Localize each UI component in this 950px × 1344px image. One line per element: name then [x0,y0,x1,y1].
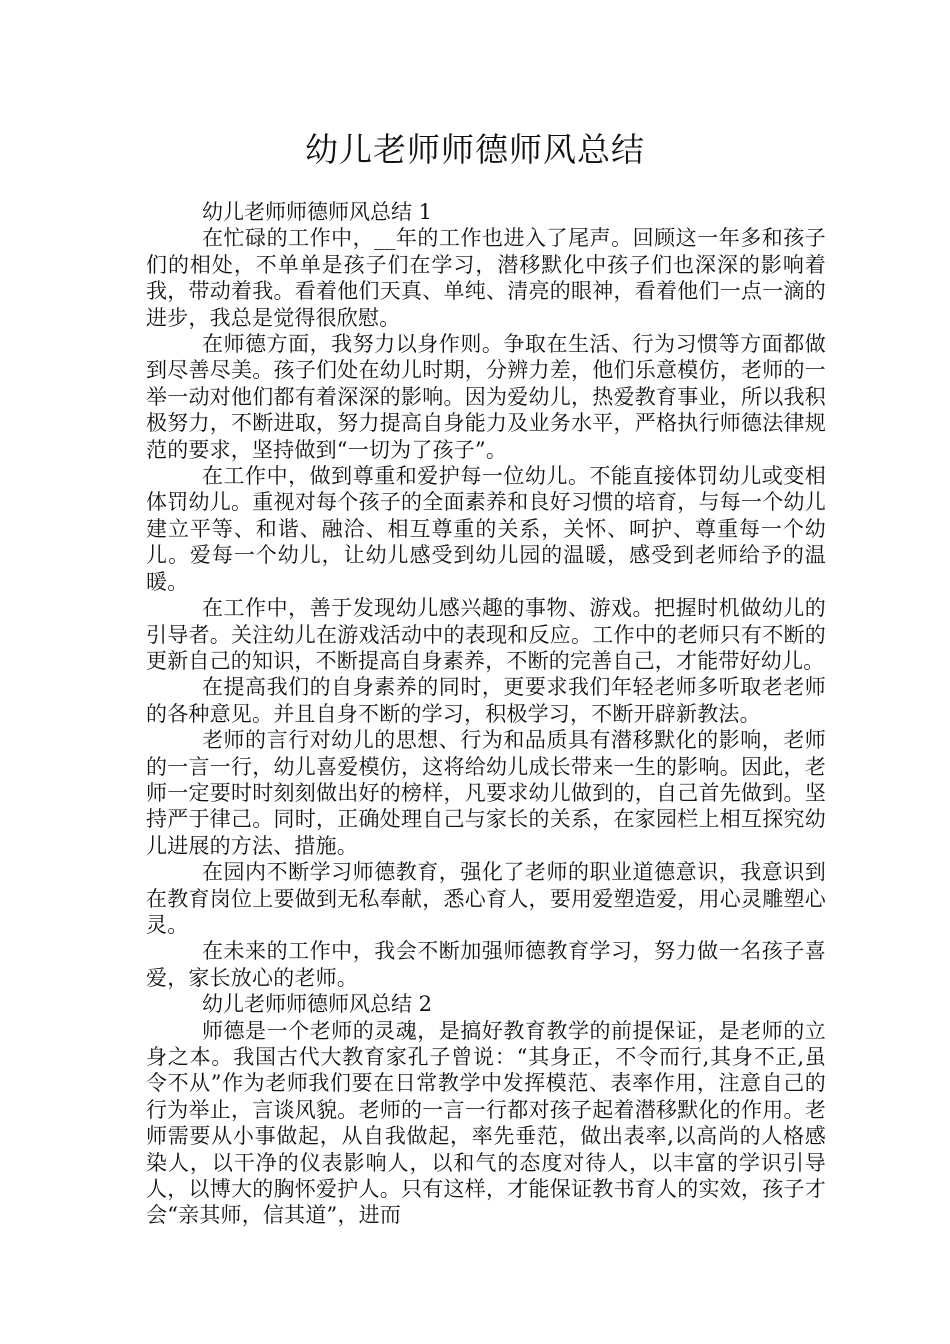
section-heading-1: 幼儿老师师德师风总结 1 [202,200,433,224]
document-body [146,199,826,1229]
paragraph: 在工作中，善于发现幼儿感兴趣的事物、游戏。把握时机做幼儿的引导者。关注幼儿在游戏活动中的表现和反应。工作中的老师只有不断的更新自己的知识，不断提高自身素养，不断的完善自己，才能带好幼儿。 [146,596,826,673]
paragraph: 师德是一个老师的灵魂，是搞好教育教学的前提保证，是老师的立身之本。我国古代大教育家孔子曾说：“其身正，不令而行,其身不正,虽令不从”作为老师我们要在日常教学中发挥模范、表率作用，注意自己的行为举止，言谈风貌。老师的一言一行都对孩子起着潜移默化的作用。老师需要从小事做起，从自我做起，率先垂范，做出表率,以高尚的人格感染人，以干净的仪表影响人，以和气的态度对待人，以丰富的学识引导人，以博大的胸怀爱护人。只有这样，才能保证教书育人的实效，孩子才会“亲其师，信其道”，进而 [146,1018,826,1228]
paragraph: 在未来的工作中，我会不断加强师德教育学习，努力做一名孩子喜爱，家长放心的老师。 [146,939,826,990]
paragraph: 在工作中，做到尊重和爱护每一位幼儿。不能直接体罚幼儿或变相体罚幼儿。重视对每个孩子的全面素养和良好习惯的培育，与每一个幼儿建立平等、和谐、融洽、相互尊重的关系，关怀、呵护、尊重每一个幼儿。爱每一个幼儿，让幼儿感受到幼儿园的温暖，感受到老师给予的温暖。 [146,464,826,594]
paragraph: 老师的言行对幼儿的思想、行为和品质具有潜移默化的影响，老师的一言一行，幼儿喜爱模仿，这将给幼儿成长带来一生的影响。因此，老师一定要时时刻刻做出好的榜样，凡要求幼儿做到的，自己首先做到。坚持严于律己。同时，正确处理自己与家长的关系，在家园栏上相互探究幼儿进展的方法、措施。 [146,728,826,858]
paragraph: 在提高我们的自身素养的同时，更要求我们年轻老师多听取老老师的各种意见。并且自身不断的学习，积极学习，不断开辟新教法。 [146,675,826,726]
paragraph: 在园内不断学习师德教育，强化了老师的职业道德意识，我意识到在教育岗位上要做到无私奉献，悉心育人，要用爱塑造爱，用心灵雕塑心灵。 [146,860,826,937]
paragraph: 在师德方面，我努力以身作则。争取在生活、行为习惯等方面都做到尽善尽美。孩子们处在幼儿时期，分辨力差，他们乐意模仿，老师的一举一动对他们都有着深深的影响。因为爱幼儿，热爱教育事业，所以我积极努力，不断进取，努力提高自身能力及业务水平，严格执行师德法律规范的要求，坚持做到“一切为了孩子”。 [146,332,826,462]
document-title: 幼儿老师师德师风总结 [305,130,645,169]
paragraph: 在忙碌的工作中，__年的工作也进入了尾声。回顾这一年多和孩子们的相处，不单单是孩子们在学习，潜移默化中孩子们也深深的影响着我，带动着我。看着他们天真、单纯、清亮的眼神，看着他们一点一滴的进步，我总是觉得很欣慰。 [146,226,826,330]
section-heading-2: 幼儿老师师德师风总结 2 [202,992,433,1017]
